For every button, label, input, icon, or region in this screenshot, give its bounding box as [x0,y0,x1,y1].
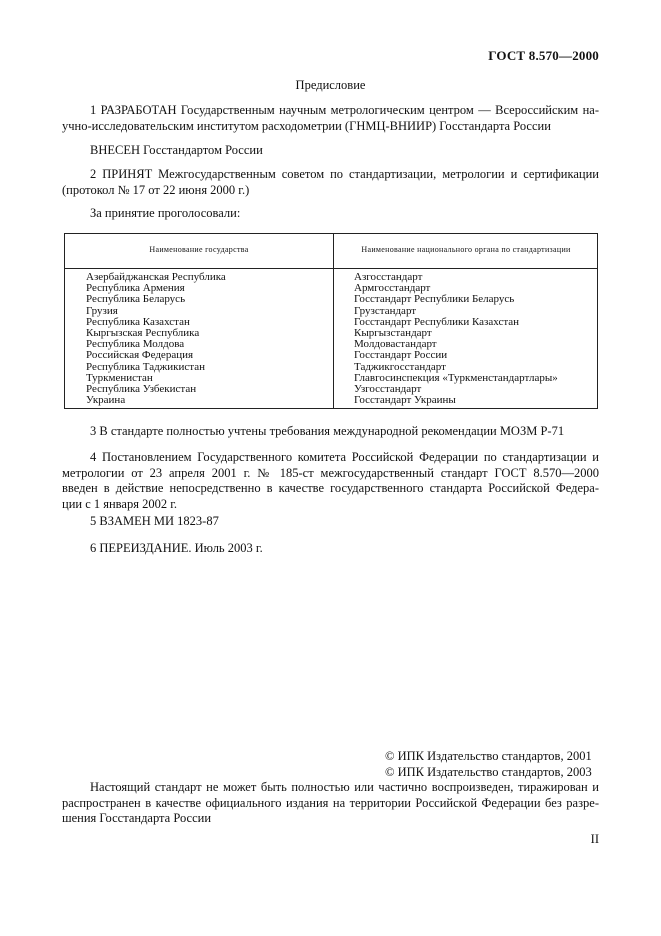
paragraph-adopted-by [62,167,599,198]
paragraph-line: распространен в качестве официального издания на территории Российской Федерации без разре- [62,795,599,810]
table-cell-standard-body: Главгосинспекция «Туркменстандартлары» [354,371,558,384]
table-cell-state: Республика Беларусь [86,293,186,306]
table-cell-state: Российская Федерация [86,349,194,362]
voting-table [64,233,598,409]
table-cell-standard-body: Азгосстандарт [354,271,423,283]
table-cell-standard-body: Грузстандарт [354,304,417,317]
paragraph-resolution [62,450,599,512]
table-cell-state: Республика Молдова [86,338,185,351]
table-cell-state: Туркменистан [86,371,153,384]
paragraph-line: 1 РАЗРАБОТАН Государственным научным метрологическим центром — Всероссийским на- [90,103,599,117]
paragraph-line: (протокол № 17 от 22 июня 2000 г.) [62,182,250,197]
paragraph-voted-for: За принятие проголосовали: [90,206,241,220]
table-column-standard-bodies [354,272,558,406]
copyright-line: © ИПК Издательство стандартов, 2003 [385,765,592,779]
gost-number-header: ГОСТ 8.570—2000 [488,48,599,63]
table-cell-standard-body: Госстандарт Украины [354,394,456,407]
table-cell-standard-body: Кыргызстандарт [354,327,432,340]
paragraph-line: ции с 1 января 2002 г. [62,496,178,511]
table-cell-standard-body: Госстандарт Республики Казахстан [354,315,520,328]
paragraph-line: введен в действие непосредственно в качестве государственного стандарта Российской Федера- [62,481,599,495]
copyright-line: © ИПК Издательство стандартов, 2001 [385,749,592,763]
table-cell-standard-body: Узгосстандарт [354,383,422,396]
paragraph-introduced-by: ВНЕСЕН Госстандартом России [90,143,263,157]
page-title: Предисловие [295,78,366,92]
paragraph-developed-by [62,103,599,134]
paragraph-reissue: 6 ПЕРЕИЗДАНИЕ. Июль 2003 г. [90,541,263,555]
table-cell-state: Республика Казахстан [86,315,190,328]
table-cell-state: Кыргызская Республика [86,327,200,340]
paragraph-line: шения Госстандарта России [62,811,212,825]
table-header-standard-body: Наименование национального органа по стандартизации [361,245,571,254]
table-cell-state: Азербайджанская Республика [86,271,226,283]
table-cell-state: Украина [86,394,126,407]
table-cell-standard-body: Молдовастандарт [354,338,437,351]
table-header-divider [65,268,597,269]
paragraph-line: 2 ПРИНЯТ Межгосударственным советом по стандартизации, метрологии и сертификации [90,167,599,181]
paragraph-line: Настоящий стандарт не может быть полностью или частично воспроизведен, тиражирован и [90,780,599,794]
table-cell-standard-body: Госстандарт России [354,349,448,362]
reproduction-notice [62,780,599,827]
table-column-divider [333,234,334,408]
table-cell-state: Республика Армения [86,282,185,295]
table-cell-state: Республика Таджикистан [86,360,205,373]
paragraph-line: 4 Постановлением Государственного комитета Российской Федерации по стандартизации и [90,450,599,464]
table-cell-state: Грузия [86,304,118,317]
paragraph-oiml-requirements: 3 В стандарте полностью учтены требования международной рекомендации МОЗМ Р-71 [90,424,565,438]
table-cell-standard-body: Госстандарт Республики Беларусь [354,293,515,306]
page-number: II [590,832,599,846]
paragraph-replaces: 5 ВЗАМЕН МИ 1823-87 [90,514,219,528]
table-cell-standard-body: Армгосстандарт [354,282,431,295]
table-cell-state: Республика Узбекистан [86,383,197,396]
paragraph-line: учно-исследовательским институтом расходометрии (ГНМЦ-ВНИИР) Госстандарта России [62,118,551,133]
table-header-state: Наименование государства [149,245,249,254]
table-cell-standard-body: Таджикгосстандарт [354,360,446,373]
table-column-states [86,272,226,406]
paragraph-line: метрологии от 23 апреля 2001 г. № 185-ст межгосударственный стандарт ГОСТ 8.570—2000 [62,465,599,480]
